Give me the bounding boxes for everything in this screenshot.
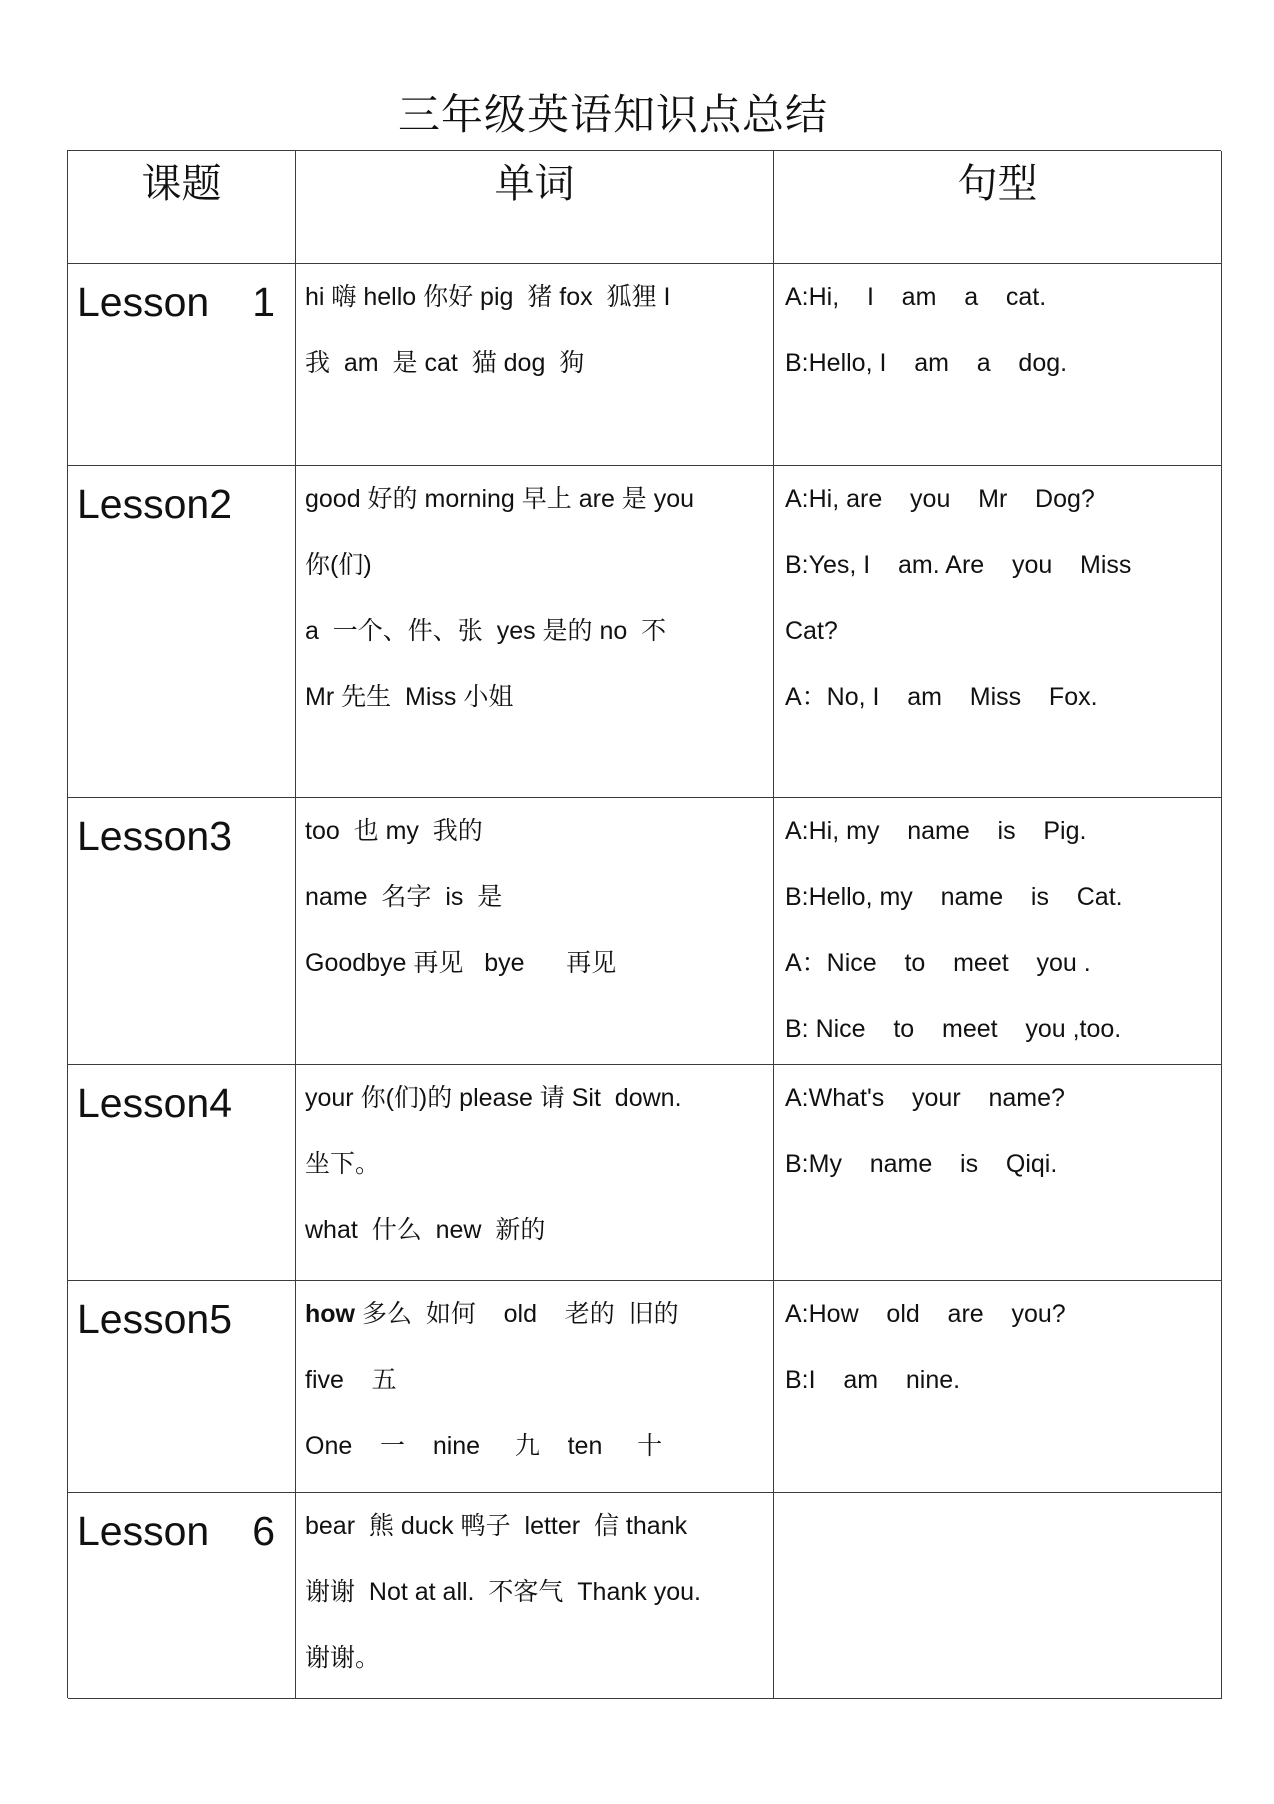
lesson-label: Lesson3 [68,798,296,1065]
word-line: hi 嗨 hello 你好 pig 猪 fox 狐狸 I [305,283,671,311]
lesson-label: Lesson 1 [68,264,296,466]
lesson-words-cell [296,466,774,798]
sentence-line: Cat? [785,617,838,645]
sentence-line: A：No, I am Miss Fox. [785,683,1098,711]
sentence-line: A:Hi, are you Mr Dog? [785,485,1095,513]
sentence-line: A:How old are you? [785,1300,1066,1328]
header-words: 单词 [296,151,774,264]
sentence-line: A:Hi, I am a cat. [785,283,1047,311]
sentence-line: B:My name is Qiqi. [785,1150,1058,1178]
lesson-label: Lesson 6 [68,1493,296,1699]
word-line: 我 am 是 cat 猫 dog 狗 [305,349,585,377]
lesson-words-cell [296,1065,774,1281]
lesson-words-cell [296,1493,774,1699]
lesson-label: Lesson4 [68,1065,296,1281]
word-line: 坐下。 [305,1150,381,1178]
sentence-line: B:I am nine. [785,1366,961,1394]
lesson-sentences-cell [774,264,1222,466]
lesson-words-cell [296,264,774,466]
word-line: too 也 my 我的 [305,817,483,845]
word-line: what 什么 new 新的 [305,1216,546,1244]
word-line: bear 熊 duck 鸭子 letter 信 thank [305,1512,688,1540]
word-line: 谢谢 Not at all. 不客气 Thank you. [305,1578,701,1606]
sentence-line: B:Hello, I am a dog. [785,349,1068,377]
sentence-line: B:Yes, I am. Are you Miss [785,551,1132,579]
word-line: a 一个、件、张 yes 是的 no 不 [305,617,667,645]
lesson-sentences-cell [774,1065,1222,1281]
bold-word: how [305,1300,355,1328]
word-line: Goodbye 再见 bye 再见 [305,949,617,977]
word-line: five 五 [305,1366,397,1394]
word-line: name 名字 is 是 [305,883,503,911]
lesson-sentences-cell [774,466,1222,798]
sentence-line: B: Nice to meet you ,too. [785,1015,1122,1043]
lesson-words-cell [296,798,774,1065]
lesson-sentences-cell [774,798,1222,1065]
header-topic: 课题 [68,151,296,264]
sentence-line: A:What's your name? [785,1084,1065,1112]
lesson-sentences-cell [774,1281,1222,1493]
lesson-label: Lesson5 [68,1281,296,1493]
word-line: your 你(们)的 please 请 Sit down. [305,1084,682,1112]
word-line [305,1281,767,1347]
sentence-line: A：Nice to meet you . [785,949,1091,977]
word-line: 你(们) [305,551,372,579]
sentence-line: A:Hi, my name is Pig. [785,817,1087,845]
sentence-line: B:Hello, my name is Cat. [785,883,1123,911]
header-sentences: 句型 [774,151,1222,264]
knowledge-table [67,150,1221,1698]
page-title: 三年级英语知识点总结 [397,91,828,138]
word-line: 谢谢。 [305,1644,381,1672]
word-line: Mr 先生 Miss 小姐 [305,683,514,711]
word-line-rest: 多么 如何 old 老的 旧的 [355,1300,679,1328]
word-line: good 好的 morning 早上 are 是 you [305,485,695,513]
lesson-words-cell [296,1281,774,1493]
word-line: One 一 nine 九 ten 十 [305,1432,663,1460]
lesson-label: Lesson2 [68,466,296,798]
lesson-sentences-cell [774,1493,1222,1699]
